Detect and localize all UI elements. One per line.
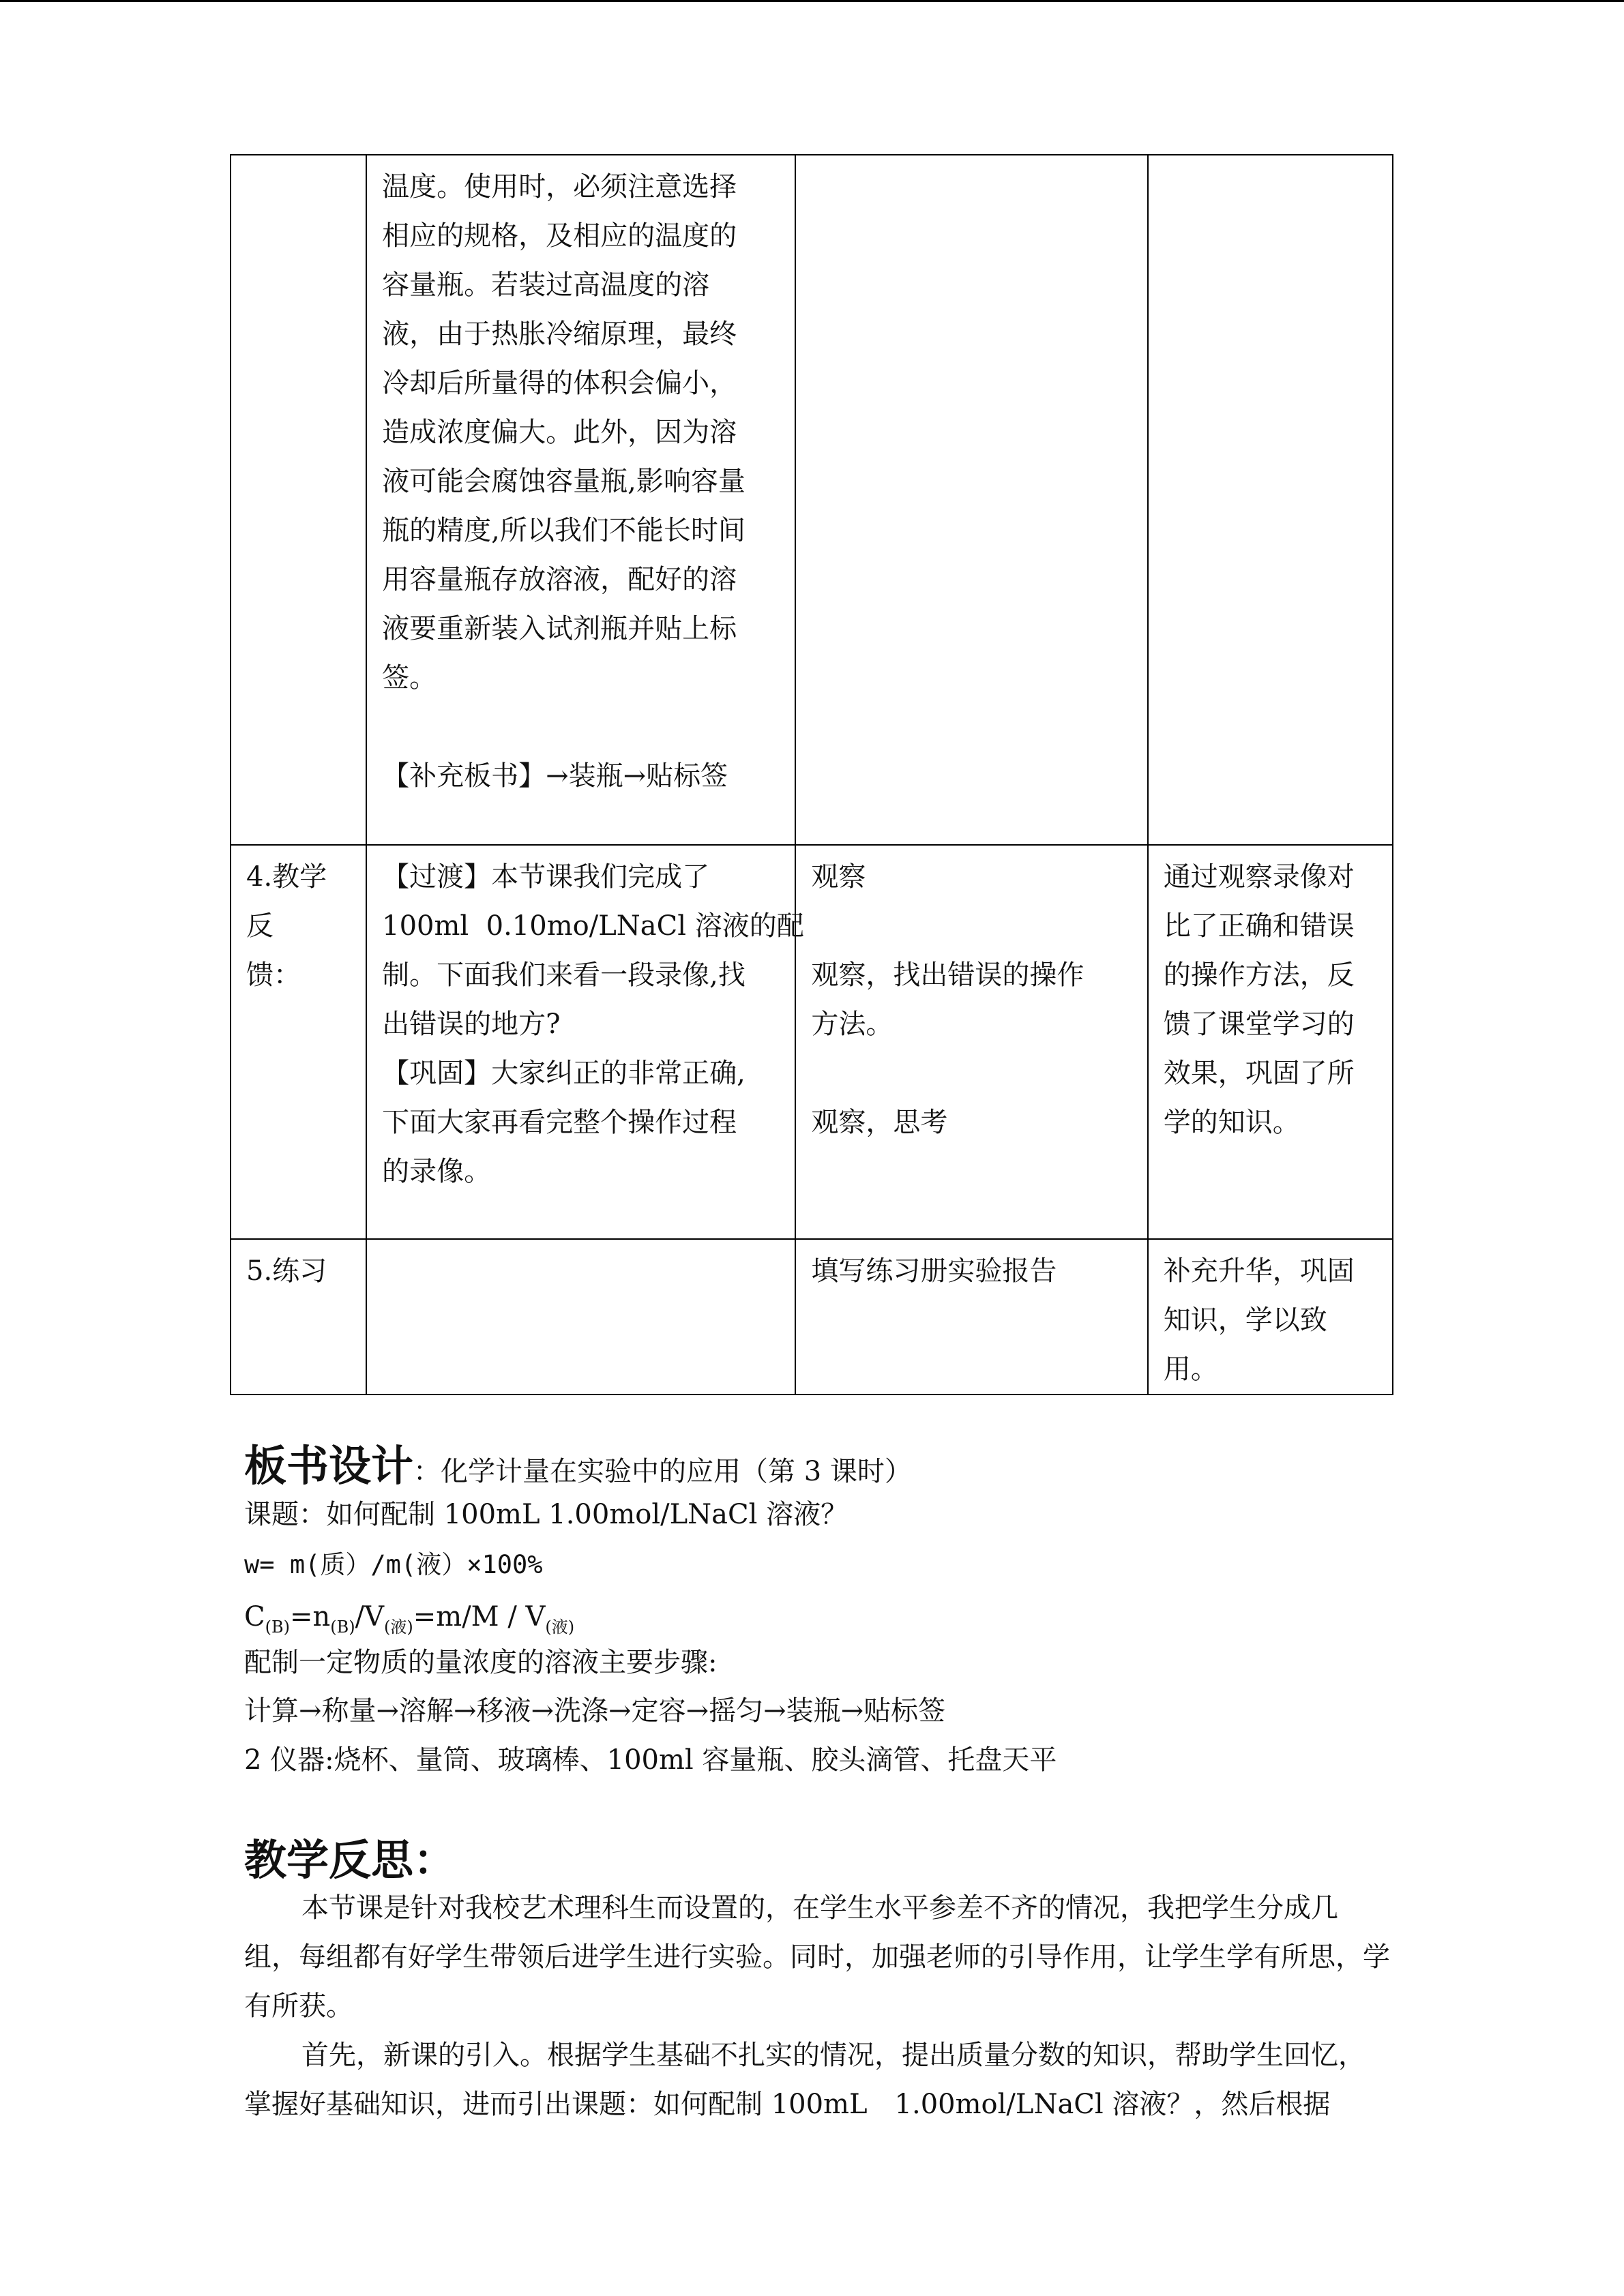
text-line: 液可能会腐蚀容量瓶,影响容量 — [382, 466, 745, 497]
cell-student-empty — [795, 155, 1147, 845]
cell-stage — [231, 1239, 366, 1395]
text-line: 造成浓度偏大。此外，因为溶 — [382, 417, 737, 448]
cell-student-activity — [795, 845, 1147, 1239]
text-line: 5.练习 — [246, 1255, 327, 1287]
steps-list: 计算→称量→溶解→移液→洗涤→定容→摇匀→装瓶→贴标签 — [244, 1695, 946, 1727]
steps-title: 配制一定物质的量浓度的溶液主要步骤: — [244, 1647, 718, 1678]
table-row-continued — [231, 155, 1393, 845]
text-line: 观察，思考 — [811, 1107, 948, 1138]
board-design-heading — [244, 1432, 912, 1493]
text-line: 下面大家再看完整个操作过程 — [382, 1107, 737, 1138]
section-subtitle: ：化学计量在实验中的应用（第 3 课时） — [413, 1456, 912, 1487]
lesson-table — [230, 154, 1393, 1395]
formula-part: =n — [289, 1601, 331, 1632]
reflection-paragraph-2: 首先，新课的引入。根据学生基础不扎实的情况，提出质量分数的知识，帮助学生回忆，掌握好基础知识，进而引出课题：如何配制 100mL 1.00mol/LNaCl 溶液？，然后根据 — [244, 2040, 1365, 2120]
text-line: 方法。 — [811, 1009, 894, 1040]
formula-mass-fraction: w= m(质）/m(液）×100% — [244, 1550, 543, 1579]
text-line: 瓶的精度,所以我们不能长时间 — [382, 515, 745, 546]
text-line: 冷却后所量得的体积会偏小， — [382, 368, 737, 399]
text-line: 效果，巩固了所 — [1163, 1058, 1355, 1089]
text-line: 用。 — [1163, 1354, 1218, 1385]
cell-teacher-empty — [366, 1239, 795, 1395]
formula-part: =m/M / V — [413, 1601, 546, 1632]
cell-teacher-activity — [366, 155, 795, 845]
text-line: 4.教学反 — [246, 861, 327, 942]
text-line: 液，由于热胀冷缩原理，最终 — [382, 318, 737, 350]
text-line: 签。 — [382, 662, 437, 694]
text-line: 的操作方法，反 — [1163, 959, 1355, 991]
formula-subscript: (液) — [545, 1617, 575, 1637]
formula-concentration — [244, 1600, 574, 1644]
table-row-feedback — [231, 845, 1393, 1239]
text-line: 馈了课堂学习的 — [1163, 1009, 1355, 1040]
cell-design-intent — [1148, 845, 1393, 1239]
text-line: 通过观察录像对 — [1163, 861, 1355, 893]
reflection-paragraph-1: 本节课是针对我校艺术理科生而设置的，在学生水平参差不齐的情况，我把学生分成几组，每组都有好学生带领后进学生进行实验。同时，加强老师的引导作用，让学生学有所思，学有所获。 — [244, 1892, 1390, 2022]
formula-subscript: (B) — [265, 1617, 290, 1637]
text-line: 液要重新装入试剂瓶并贴上标 — [382, 613, 737, 644]
text-line: 制。下面我们来看一段录像,找 — [382, 959, 745, 991]
board-topic: 课题：如何配制 100mL 1.00mol/LNaCl 溶液？ — [244, 1499, 848, 1530]
text-line: 容量瓶。若装过高温度的溶 — [382, 269, 710, 301]
text-line: 馈： — [246, 959, 301, 991]
cell-intent-empty — [1148, 155, 1393, 845]
table-row-practice — [231, 1239, 1393, 1395]
text-line: 补充升华，巩固 — [1163, 1255, 1355, 1287]
cell-teacher-activity — [366, 845, 804, 1239]
page-top-rule — [0, 0, 1624, 2]
cell-design-intent — [1148, 1239, 1393, 1395]
formula-part: /V — [355, 1601, 385, 1632]
text-line: 学的知识。 — [1163, 1107, 1300, 1138]
text-line: 的录像。 — [382, 1156, 492, 1187]
formula-subscript: (B) — [330, 1617, 355, 1637]
text-line: 温度。使用时，必须注意选择 — [382, 171, 737, 203]
text-line: 100ml 0.10mo/LNaCl 溶液的配 — [382, 910, 804, 942]
text-line: 知识，学以致 — [1163, 1304, 1327, 1336]
text-line: 相应的规格，及相应的温度的 — [382, 220, 737, 252]
formula-subscript: (液) — [384, 1617, 413, 1637]
text-line: 比了正确和错误 — [1163, 910, 1355, 942]
text-line: 【巩固】大家纠正的非常正确, — [382, 1058, 745, 1089]
formula-part: C — [244, 1601, 265, 1632]
instruments-list: 2 仪器:烧杯、量筒、玻璃棒、100ml 容量瓶、胶头滴管、托盘天平 — [244, 1744, 1057, 1776]
text-line: 【过渡】本节课我们完成了 — [382, 861, 710, 893]
section-title: 板书设计 — [244, 1441, 414, 1491]
text-line: 填写练习册实验报告 — [811, 1255, 1057, 1287]
cell-stage-empty — [231, 155, 366, 845]
text-line: 出错误的地方? — [382, 1009, 561, 1040]
supplement-board-note: 【补充板书】→装瓶→贴标签 — [382, 760, 728, 792]
text-line: 观察，找出错误的操作 — [811, 959, 1084, 991]
text-line: 观察 — [811, 861, 866, 893]
cell-student-activity — [795, 1239, 1147, 1395]
text-line: 用容量瓶存放溶液，配好的溶 — [382, 564, 737, 595]
reflection-heading: 教学反思： — [244, 1835, 456, 1885]
cell-stage — [231, 845, 366, 1239]
